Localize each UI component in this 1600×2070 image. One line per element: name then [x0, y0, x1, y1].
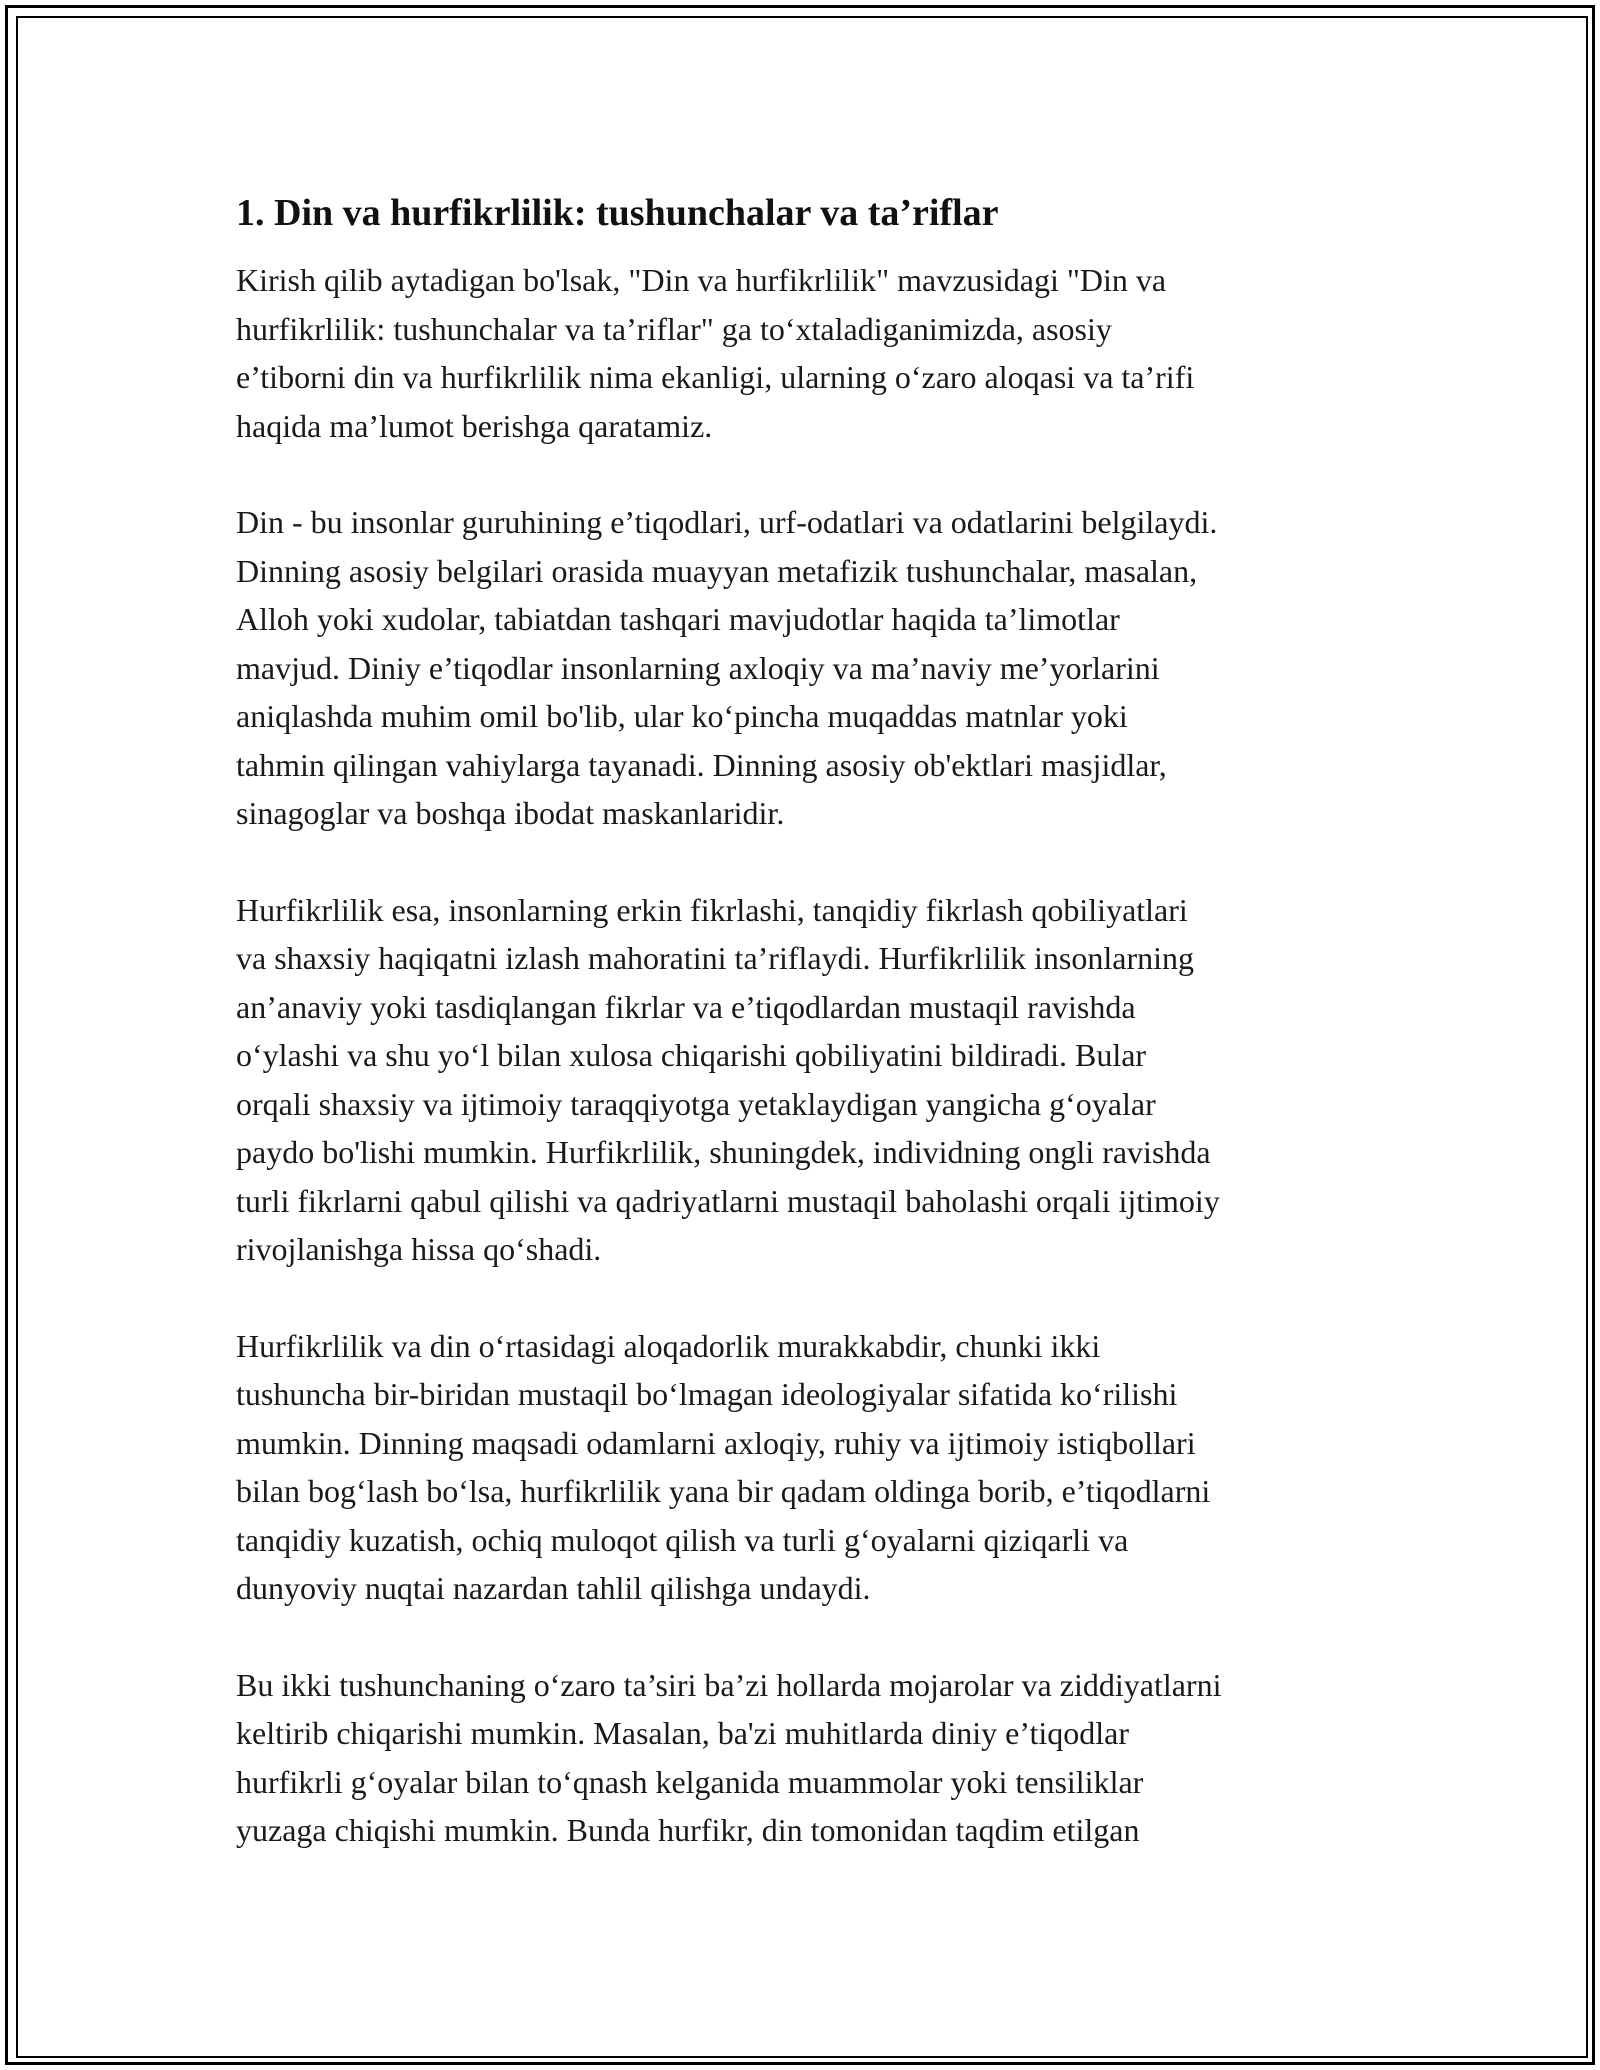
- paragraph-line: turli fikrlarni qabul qilishi va qadriyatlarni mustaqil baholashi orqali ijtimoiy: [236, 1182, 1220, 1219]
- paragraph-line: yuzaga chiqishi mumkin. Bunda hurfikr, din tomonidan taqdim etilgan: [236, 1812, 1140, 1848]
- paragraph-line: tanqidiy kuzatish, ochiq muloqot qilish va turli g‘oyalarni qiziqarli va: [236, 1521, 1129, 1558]
- paragraph-line: dunyoviy nuqtai nazardan tahlil qilishga undaydi.: [236, 1570, 871, 1606]
- paragraph-line: Dinning asosiy belgilari orasida muayyan metafizik tushunchalar, masalan,: [236, 552, 1198, 589]
- paragraph-line: hurfikrlilik: tushunchalar va ta’riflar" ga to‘xtaladiganimizda, asosiy: [236, 310, 1112, 347]
- paragraph-line: mavjud. Diniy e’tiqodlar insonlarning axloqiy va ma’naviy me’yorlarini: [236, 649, 1160, 686]
- paragraph-line: an’anaviy yoki tasdiqlangan fikrlar va e’tiqodlardan mustaqil ravishda: [236, 988, 1136, 1025]
- paragraph-line: Hurfikrlilik esa, insonlarning erkin fikrlashi, tanqidiy fikrlash qobiliyatlari: [236, 891, 1188, 928]
- paragraph-line: va shaxsiy haqiqatni izlash mahoratini ta’riflaydi. Hurfikrlilik insonlarning: [236, 940, 1194, 976]
- paragraph-line: Kirish qilib aytadigan bo'lsak, "Din va hurfikrlilik" mavzusidagi "Din va: [236, 262, 1167, 298]
- paragraph-hurfikrlilik: [236, 886, 1386, 1274]
- paragraph-line: bilan bog‘lash bo‘lsa, hurfikrlilik yana bir qadam oldinga borib, e’tiqodlarni: [236, 1473, 1211, 1509]
- paragraph-aloqadorlik: [236, 1322, 1386, 1613]
- paragraph-line: Hurfikrlilik va din o‘rtasidagi aloqadorlik murakkabdir, chunki ikki: [236, 1327, 1101, 1364]
- paragraph-line: Bu ikki tushunchaning o‘zaro ta’siri ba’zi hollarda mojarolar va ziddiyatlarni: [236, 1666, 1222, 1703]
- paragraph-line: aniqlashda muhim omil bo'lib, ular ko‘pincha muqaddas matnlar yoki: [236, 698, 1128, 734]
- paragraph-line: mumkin. Dinning maqsadi odamlarni axloqiy, ruhiy va ijtimoiy istiqbollari: [236, 1424, 1196, 1461]
- paragraph-din: [236, 498, 1386, 838]
- paragraph-line: hurfikrli g‘oyalar bilan to‘qnash kelganida muammolar yoki tensiliklar: [236, 1763, 1144, 1800]
- paragraph-line: haqida ma’lumot berishga qaratamiz.: [236, 407, 713, 444]
- paragraph-line: sinagoglar va boshqa ibodat maskanlaridir.: [236, 795, 785, 831]
- document-body: [236, 186, 1386, 1855]
- paragraph-line: keltirib chiqarishi mumkin. Masalan, ba'zi muhitlarda diniy e’tiqodlar: [236, 1715, 1129, 1751]
- section-heading: 1. Din va hurfikrlilik: tushunchalar va ta’riflar: [236, 192, 999, 234]
- paragraph-line: o‘ylashi va shu yo‘l bilan xulosa chiqarishi qobiliyatini bildiradi. Bular: [236, 1037, 1147, 1073]
- paragraph-line: paydo bo'lishi mumkin. Hurfikrlilik, shuningdek, individning ongli ravishda: [236, 1134, 1211, 1170]
- paragraph-tasir: [236, 1661, 1386, 1855]
- paragraph-line: orqali shaxsiy va ijtimoiy taraqqiyotga yetaklaydigan yangicha g‘oyalar: [236, 1085, 1156, 1122]
- paragraph-line: Din - bu insonlar guruhining e’tiqodlari, urf-odatlari va odatlarini belgilaydi.: [236, 504, 1218, 540]
- paragraph-line: tahmin qilingan vahiylarga tayanadi. Dinning asosiy ob'ektlari masjidlar,: [236, 746, 1167, 783]
- paragraph-line: rivojlanishga hissa qo‘shadi.: [236, 1231, 602, 1267]
- paragraph-line: e’tiborni din va hurfikrlilik nima ekanligi, ularning o‘zaro aloqasi va ta’rifi: [236, 359, 1195, 395]
- paragraph-line: Alloh yoki xudolar, tabiatdan tashqari mavjudotlar haqida ta’limotlar: [236, 601, 1120, 637]
- paragraph-line: tushuncha bir-biridan mustaqil bo‘lmagan ideologiyalar sifatida ko‘rilishi: [236, 1376, 1178, 1412]
- paragraph-introduction: [236, 256, 1386, 450]
